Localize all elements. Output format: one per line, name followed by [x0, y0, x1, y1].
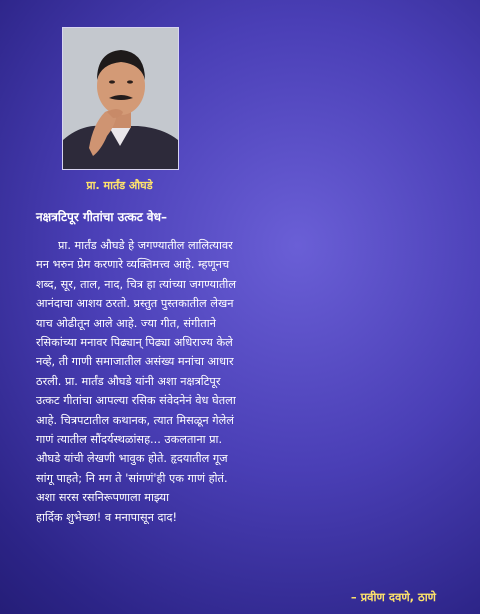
paragraph-line: नव्हे, ती गाणी समाजातील असंख्य मनांचा आधार — [36, 355, 234, 369]
section-heading: नक्षत्रटिपूर गीतांचा उत्कट वेध– — [36, 210, 167, 224]
paragraph-line: आनंदाचा आशय ठरतो. प्रस्तुत पुस्तकातील लेखन — [36, 297, 234, 311]
paragraph-line: प्रा. मार्तंड औघडे हे जगण्यातील लालित्यावर — [58, 239, 233, 252]
paragraph-line: सांगू पाहते; नि मग ते 'सांगणं'ही एक गाणं होतं. — [36, 471, 228, 485]
paragraph-line: याच ओढीतून आले आहे. ज्या गीत, संगीताने — [36, 316, 216, 330]
author-photo — [62, 27, 179, 170]
paragraph-line: अशा सरस रसनिरूपणाला माझ्या — [36, 491, 170, 505]
paragraph-line: रसिकांच्या मनावर पिढ्यान् पिढ्या अधिराज्य केले — [36, 336, 233, 350]
paragraph-line: ठरली. प्रा. मार्तंड औघडे यांनी अशा नक्षत्रटिपूर — [36, 374, 221, 388]
blurb-paragraph — [36, 236, 446, 527]
author-name-caption: प्रा. मार्तंड औघडे — [86, 179, 153, 192]
paragraph-line: हार्दिक शुभेच्छा! व मनापासून दाद! — [36, 510, 177, 524]
paragraph-line: शब्द, सूर, ताल, नाद, चित्र हा त्यांच्या जगण्यातील — [36, 277, 236, 291]
paragraph-line: औघडे यांची लेखणी भावुक होते. हृदयातील गूज — [36, 452, 228, 466]
signature: – प्रवीण दवणे, ठाणे — [350, 590, 436, 604]
paragraph-line: उत्कट गीतांचा आपल्या रसिक संवेदनेनं वेध घेतला — [36, 394, 236, 408]
paragraph-line: गाणं त्यातील सौंदर्यस्थळांसह... उकलताना प्रा. — [36, 433, 223, 447]
portrait-image — [63, 28, 178, 169]
paragraph-line: मन भरुन प्रेम करणारे व्यक्तिमत्त्व आहे. म्हणूनच — [36, 258, 230, 272]
paragraph-line: आहे. चित्रपटातील कथानक, त्यात मिसळून गेलेलं — [36, 413, 234, 427]
